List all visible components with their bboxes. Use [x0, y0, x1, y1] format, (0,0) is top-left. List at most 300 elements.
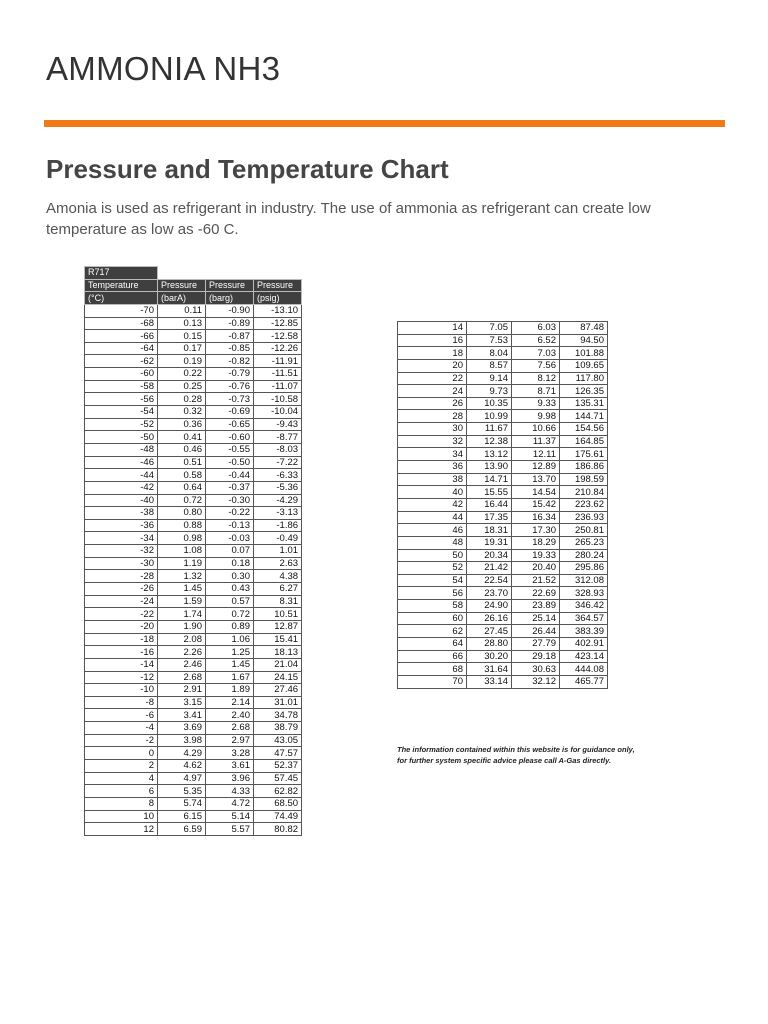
cell-pressure-bara: 6.59	[158, 823, 206, 836]
table-row	[85, 431, 302, 444]
cell-pressure-bara: 1.74	[158, 608, 206, 621]
cell-pressure-barg: 9.98	[512, 410, 560, 423]
cell-pressure-bara: 3.69	[158, 722, 206, 735]
cell-temperature: -32	[85, 545, 158, 558]
table-row	[398, 334, 608, 347]
cell-pressure-bara: 0.36	[158, 418, 206, 431]
cell-pressure-psig: 383.39	[560, 625, 608, 638]
cell-pressure-barg: 0.18	[206, 557, 254, 570]
cell-pressure-bara: 0.58	[158, 469, 206, 482]
cell-pressure-barg: 7.03	[512, 347, 560, 360]
cell-pressure-psig: 101.88	[560, 347, 608, 360]
cell-pressure-psig: 265.23	[560, 536, 608, 549]
cell-pressure-bara: 0.72	[158, 494, 206, 507]
cell-pressure-barg: 0.07	[206, 545, 254, 558]
table-row	[85, 456, 302, 469]
cell-pressure-bara: 0.64	[158, 481, 206, 494]
cell-temperature: -24	[85, 595, 158, 608]
table-row	[85, 519, 302, 532]
cell-temperature: 58	[398, 600, 467, 613]
cell-pressure-bara: 30.20	[467, 650, 512, 663]
cell-pressure-barg: 0.89	[206, 620, 254, 633]
table-row	[85, 759, 302, 772]
cell-pressure-bara: 15.55	[467, 486, 512, 499]
cell-pressure-bara: 3.41	[158, 709, 206, 722]
table-row	[398, 675, 608, 688]
cell-pressure-bara: 0.25	[158, 380, 206, 393]
cell-pressure-bara: 9.14	[467, 372, 512, 385]
cell-temperature: 4	[85, 772, 158, 785]
cell-temperature: 64	[398, 638, 467, 651]
cell-temperature: -26	[85, 583, 158, 596]
cell-temperature: 46	[398, 524, 467, 537]
cell-pressure-psig: 94.50	[560, 334, 608, 347]
table-row	[85, 797, 302, 810]
cell-pressure-bara: 12.38	[467, 435, 512, 448]
cell-pressure-bara: 3.98	[158, 734, 206, 747]
cell-temperature: 36	[398, 461, 467, 474]
cell-pressure-barg: -0.13	[206, 519, 254, 532]
cell-pressure-barg: -0.82	[206, 355, 254, 368]
cell-pressure-bara: 21.42	[467, 562, 512, 575]
cell-temperature: -30	[85, 557, 158, 570]
cell-pressure-psig: -3.13	[254, 507, 302, 520]
cell-pressure-psig: 236.93	[560, 511, 608, 524]
cell-pressure-barg: 0.30	[206, 570, 254, 583]
cell-pressure-barg: 32.12	[512, 675, 560, 688]
cell-temperature: 18	[398, 347, 467, 360]
cell-temperature: -44	[85, 469, 158, 482]
header-pressure-psig: Pressure	[254, 279, 302, 292]
cell-pressure-bara: 24.90	[467, 600, 512, 613]
cell-pressure-bara: 2.46	[158, 658, 206, 671]
cell-temperature: -14	[85, 658, 158, 671]
cell-pressure-barg: 9.33	[512, 397, 560, 410]
disclaimer-note	[397, 744, 637, 766]
cell-pressure-barg: 6.03	[512, 322, 560, 335]
table-row	[398, 511, 608, 524]
cell-temperature: -38	[85, 507, 158, 520]
cell-pressure-psig: 34.78	[254, 709, 302, 722]
cell-pressure-psig: -11.51	[254, 368, 302, 381]
table-row	[398, 322, 608, 335]
cell-pressure-barg: -0.44	[206, 469, 254, 482]
cell-pressure-bara: 0.22	[158, 368, 206, 381]
cell-pressure-bara: 11.67	[467, 423, 512, 436]
cell-pressure-bara: 9.73	[467, 385, 512, 398]
cell-pressure-bara: 33.14	[467, 675, 512, 688]
cell-pressure-barg: 4.72	[206, 797, 254, 810]
cell-pressure-bara: 1.90	[158, 620, 206, 633]
table-row	[398, 423, 608, 436]
table-row	[85, 557, 302, 570]
cell-pressure-barg: 17.30	[512, 524, 560, 537]
cell-pressure-psig: 144.71	[560, 410, 608, 423]
cell-temperature: -20	[85, 620, 158, 633]
cell-pressure-bara: 2.68	[158, 671, 206, 684]
cell-pressure-barg: 1.25	[206, 646, 254, 659]
cell-pressure-psig: 346.42	[560, 600, 608, 613]
table-row	[398, 410, 608, 423]
cell-temperature: 60	[398, 612, 467, 625]
cell-temperature: 26	[398, 397, 467, 410]
cell-temperature: -10	[85, 684, 158, 697]
cell-pressure-barg: -0.65	[206, 418, 254, 431]
cell-pressure-psig: -12.85	[254, 317, 302, 330]
cell-pressure-psig: -6.33	[254, 469, 302, 482]
cell-temperature: 54	[398, 574, 467, 587]
cell-pressure-psig: -11.91	[254, 355, 302, 368]
cell-pressure-psig: 21.04	[254, 658, 302, 671]
table-row	[85, 633, 302, 646]
cell-temperature: -66	[85, 330, 158, 343]
cell-pressure-psig: 117.80	[560, 372, 608, 385]
cell-temperature: -6	[85, 709, 158, 722]
cell-pressure-psig: 8.31	[254, 595, 302, 608]
table-row	[85, 785, 302, 798]
cell-pressure-barg: 16.34	[512, 511, 560, 524]
title-divider	[44, 120, 725, 127]
cell-temperature: -16	[85, 646, 158, 659]
table-row	[398, 435, 608, 448]
table-row	[85, 393, 302, 406]
cell-temperature: 6	[85, 785, 158, 798]
cell-pressure-barg: 4.33	[206, 785, 254, 798]
cell-pressure-barg: 2.68	[206, 722, 254, 735]
table-row	[398, 600, 608, 613]
cell-pressure-psig: 223.62	[560, 498, 608, 511]
table-row	[85, 722, 302, 735]
cell-pressure-bara: 0.15	[158, 330, 206, 343]
table-row	[85, 494, 302, 507]
cell-pressure-barg: 27.79	[512, 638, 560, 651]
cell-pressure-barg: 8.71	[512, 385, 560, 398]
cell-temperature: -42	[85, 481, 158, 494]
cell-temperature: 42	[398, 498, 467, 511]
cell-temperature: -50	[85, 431, 158, 444]
cell-pressure-psig: 402.91	[560, 638, 608, 651]
cell-pressure-bara: 1.08	[158, 545, 206, 558]
cell-pressure-psig: -7.22	[254, 456, 302, 469]
cell-pressure-barg: -0.30	[206, 494, 254, 507]
cell-pressure-barg: 11.37	[512, 435, 560, 448]
cell-pressure-bara: 22.54	[467, 574, 512, 587]
cell-temperature: 20	[398, 359, 467, 372]
cell-temperature: -2	[85, 734, 158, 747]
cell-pressure-barg: 2.40	[206, 709, 254, 722]
table-row	[398, 473, 608, 486]
cell-pressure-barg: -0.79	[206, 368, 254, 381]
cell-temperature: 12	[85, 823, 158, 836]
cell-pressure-bara: 1.32	[158, 570, 206, 583]
cell-pressure-psig: -4.29	[254, 494, 302, 507]
cell-pressure-barg: 5.14	[206, 810, 254, 823]
page-title: AMMONIA NH3	[46, 50, 281, 87]
cell-pressure-psig: 109.65	[560, 359, 608, 372]
cell-pressure-psig: 175.61	[560, 448, 608, 461]
table-row	[398, 536, 608, 549]
cell-pressure-psig: -10.04	[254, 406, 302, 419]
cell-pressure-bara: 0.13	[158, 317, 206, 330]
cell-temperature: -56	[85, 393, 158, 406]
cell-pressure-psig: 210.84	[560, 486, 608, 499]
cell-pressure-bara: 8.57	[467, 359, 512, 372]
cell-pressure-barg: 3.61	[206, 759, 254, 772]
table-row	[85, 532, 302, 545]
cell-pressure-barg: -0.76	[206, 380, 254, 393]
table-row	[85, 330, 302, 343]
cell-pressure-barg: 6.52	[512, 334, 560, 347]
cell-temperature: 52	[398, 562, 467, 575]
cell-temperature: 66	[398, 650, 467, 663]
table-row	[85, 823, 302, 836]
cell-pressure-bara: 3.15	[158, 696, 206, 709]
cell-pressure-psig: 43.05	[254, 734, 302, 747]
header-pressure-bara: Pressure	[158, 279, 206, 292]
cell-pressure-psig: 126.35	[560, 385, 608, 398]
pressure-temperature-table-right	[397, 321, 608, 689]
cell-temperature: -58	[85, 380, 158, 393]
cell-pressure-psig: 62.82	[254, 785, 302, 798]
cell-pressure-psig: 24.15	[254, 671, 302, 684]
cell-pressure-psig: 135.31	[560, 397, 608, 410]
cell-temperature: -48	[85, 443, 158, 456]
cell-pressure-psig: 15.41	[254, 633, 302, 646]
cell-pressure-bara: 0.98	[158, 532, 206, 545]
cell-pressure-bara: 13.90	[467, 461, 512, 474]
cell-pressure-barg: -0.37	[206, 481, 254, 494]
cell-pressure-barg: 19.33	[512, 549, 560, 562]
cell-pressure-bara: 28.80	[467, 638, 512, 651]
cell-temperature: 34	[398, 448, 467, 461]
disclaimer-line-2: for further system specific advice please call A-Gas directly.	[397, 756, 612, 765]
cell-pressure-bara: 10.35	[467, 397, 512, 410]
cell-pressure-barg: 5.57	[206, 823, 254, 836]
cell-pressure-bara: 0.88	[158, 519, 206, 532]
cell-pressure-barg: 8.12	[512, 372, 560, 385]
cell-temperature: 22	[398, 372, 467, 385]
cell-pressure-psig: 312.08	[560, 574, 608, 587]
cell-pressure-bara: 0.41	[158, 431, 206, 444]
cell-pressure-psig: 57.45	[254, 772, 302, 785]
cell-pressure-psig: 80.82	[254, 823, 302, 836]
cell-pressure-barg: 15.42	[512, 498, 560, 511]
cell-pressure-barg: -0.89	[206, 317, 254, 330]
cell-pressure-bara: 8.04	[467, 347, 512, 360]
cell-pressure-psig: 250.81	[560, 524, 608, 537]
cell-pressure-psig: 164.85	[560, 435, 608, 448]
table-row	[398, 549, 608, 562]
cell-pressure-psig: -5.36	[254, 481, 302, 494]
cell-pressure-psig: 12.87	[254, 620, 302, 633]
cell-temperature: 16	[398, 334, 467, 347]
cell-temperature: 70	[398, 675, 467, 688]
cell-pressure-psig: -9.43	[254, 418, 302, 431]
cell-pressure-barg: 0.72	[206, 608, 254, 621]
header-unit-psig: (psig)	[254, 292, 302, 305]
cell-pressure-barg: -0.90	[206, 304, 254, 317]
cell-pressure-bara: 19.31	[467, 536, 512, 549]
cell-pressure-psig: 38.79	[254, 722, 302, 735]
cell-temperature: -28	[85, 570, 158, 583]
cell-pressure-bara: 7.53	[467, 334, 512, 347]
cell-pressure-psig: 47.57	[254, 747, 302, 760]
table-row	[85, 658, 302, 671]
table-row	[85, 684, 302, 697]
cell-pressure-psig: -10.58	[254, 393, 302, 406]
table-row	[85, 342, 302, 355]
cell-pressure-barg: 26.44	[512, 625, 560, 638]
table-row	[85, 608, 302, 621]
cell-pressure-bara: 0.51	[158, 456, 206, 469]
header-pressure-barg: Pressure	[206, 279, 254, 292]
cell-pressure-bara: 16.44	[467, 498, 512, 511]
cell-temperature: 48	[398, 536, 467, 549]
header-unit-barg: (barg)	[206, 292, 254, 305]
cell-pressure-barg: 14.54	[512, 486, 560, 499]
table-row	[85, 810, 302, 823]
cell-pressure-barg: 20.40	[512, 562, 560, 575]
cell-pressure-barg: 29.18	[512, 650, 560, 663]
cell-temperature: 30	[398, 423, 467, 436]
cell-temperature: 56	[398, 587, 467, 600]
cell-temperature: 28	[398, 410, 467, 423]
cell-pressure-psig: -11.07	[254, 380, 302, 393]
table-row	[85, 418, 302, 431]
cell-pressure-psig: 154.56	[560, 423, 608, 436]
cell-pressure-barg: 18.29	[512, 536, 560, 549]
table-row	[85, 747, 302, 760]
cell-pressure-psig: -8.77	[254, 431, 302, 444]
cell-pressure-bara: 0.17	[158, 342, 206, 355]
table-row	[85, 380, 302, 393]
cell-pressure-bara: 0.80	[158, 507, 206, 520]
cell-pressure-psig: 31.01	[254, 696, 302, 709]
cell-pressure-bara: 27.45	[467, 625, 512, 638]
cell-pressure-barg: 25.14	[512, 612, 560, 625]
table-row	[85, 443, 302, 456]
refrigerant-code: R717	[85, 267, 158, 280]
cell-pressure-psig: -13.10	[254, 304, 302, 317]
cell-temperature: 50	[398, 549, 467, 562]
cell-pressure-bara: 0.11	[158, 304, 206, 317]
cell-temperature: 24	[398, 385, 467, 398]
cell-pressure-bara: 18.31	[467, 524, 512, 537]
cell-temperature: 68	[398, 663, 467, 676]
cell-temperature: -22	[85, 608, 158, 621]
cell-pressure-bara: 5.35	[158, 785, 206, 798]
cell-pressure-barg: 13.70	[512, 473, 560, 486]
cell-pressure-bara: 7.05	[467, 322, 512, 335]
table-row	[85, 696, 302, 709]
cell-pressure-psig: 10.51	[254, 608, 302, 621]
cell-temperature: 2	[85, 759, 158, 772]
cell-pressure-psig: 328.93	[560, 587, 608, 600]
table-row	[398, 638, 608, 651]
table-body-right	[398, 322, 608, 689]
cell-pressure-barg: 22.69	[512, 587, 560, 600]
cell-temperature: 62	[398, 625, 467, 638]
cell-pressure-barg: 2.14	[206, 696, 254, 709]
cell-pressure-barg: 0.43	[206, 583, 254, 596]
cell-pressure-bara: 2.91	[158, 684, 206, 697]
cell-pressure-barg: -0.50	[206, 456, 254, 469]
table-row	[85, 469, 302, 482]
cell-pressure-psig: 52.37	[254, 759, 302, 772]
cell-pressure-bara: 1.59	[158, 595, 206, 608]
table-row	[398, 524, 608, 537]
cell-pressure-bara: 13.12	[467, 448, 512, 461]
cell-pressure-psig: 4.38	[254, 570, 302, 583]
cell-pressure-bara: 26.16	[467, 612, 512, 625]
cell-pressure-barg: -0.87	[206, 330, 254, 343]
table-row	[398, 385, 608, 398]
cell-pressure-bara: 14.71	[467, 473, 512, 486]
cell-pressure-bara: 0.19	[158, 355, 206, 368]
table-row	[398, 574, 608, 587]
cell-pressure-psig: 74.49	[254, 810, 302, 823]
cell-temperature: -70	[85, 304, 158, 317]
cell-temperature: -36	[85, 519, 158, 532]
table-row	[398, 650, 608, 663]
cell-pressure-psig: 280.24	[560, 549, 608, 562]
table-row	[85, 620, 302, 633]
cell-pressure-psig: 27.46	[254, 684, 302, 697]
table-row	[85, 570, 302, 583]
cell-pressure-bara: 10.99	[467, 410, 512, 423]
header-unit-bara: (barA)	[158, 292, 206, 305]
cell-pressure-bara: 2.08	[158, 633, 206, 646]
table-row	[398, 625, 608, 638]
cell-pressure-psig: -1.86	[254, 519, 302, 532]
cell-pressure-barg: -0.22	[206, 507, 254, 520]
table-row	[398, 448, 608, 461]
table-row	[85, 507, 302, 520]
cell-temperature: -40	[85, 494, 158, 507]
intro-paragraph: Amonia is used as refrigerant in industry. The use of ammonia as refrigerant can create low temperature as low as -60 C.	[46, 200, 651, 238]
table-row	[85, 481, 302, 494]
table-row	[85, 772, 302, 785]
cell-temperature: 38	[398, 473, 467, 486]
cell-pressure-psig: 2.63	[254, 557, 302, 570]
cell-pressure-psig: -12.58	[254, 330, 302, 343]
table-row	[85, 709, 302, 722]
table-row	[85, 734, 302, 747]
table-row	[85, 368, 302, 381]
cell-temperature: -4	[85, 722, 158, 735]
cell-temperature: -46	[85, 456, 158, 469]
cell-pressure-barg: 7.56	[512, 359, 560, 372]
table-row	[398, 587, 608, 600]
cell-pressure-psig: 6.27	[254, 583, 302, 596]
cell-pressure-barg: 1.45	[206, 658, 254, 671]
cell-pressure-barg: 23.89	[512, 600, 560, 613]
cell-pressure-barg: -0.85	[206, 342, 254, 355]
cell-pressure-barg: 1.06	[206, 633, 254, 646]
cell-pressure-psig: 68.50	[254, 797, 302, 810]
table-body-left	[85, 304, 302, 835]
cell-temperature: -64	[85, 342, 158, 355]
cell-pressure-psig: 465.77	[560, 675, 608, 688]
cell-temperature: -34	[85, 532, 158, 545]
cell-pressure-bara: 4.29	[158, 747, 206, 760]
cell-temperature: 0	[85, 747, 158, 760]
cell-temperature: -12	[85, 671, 158, 684]
cell-pressure-barg: 0.57	[206, 595, 254, 608]
table-row	[85, 317, 302, 330]
cell-pressure-barg: 1.67	[206, 671, 254, 684]
cell-pressure-psig: -0.49	[254, 532, 302, 545]
